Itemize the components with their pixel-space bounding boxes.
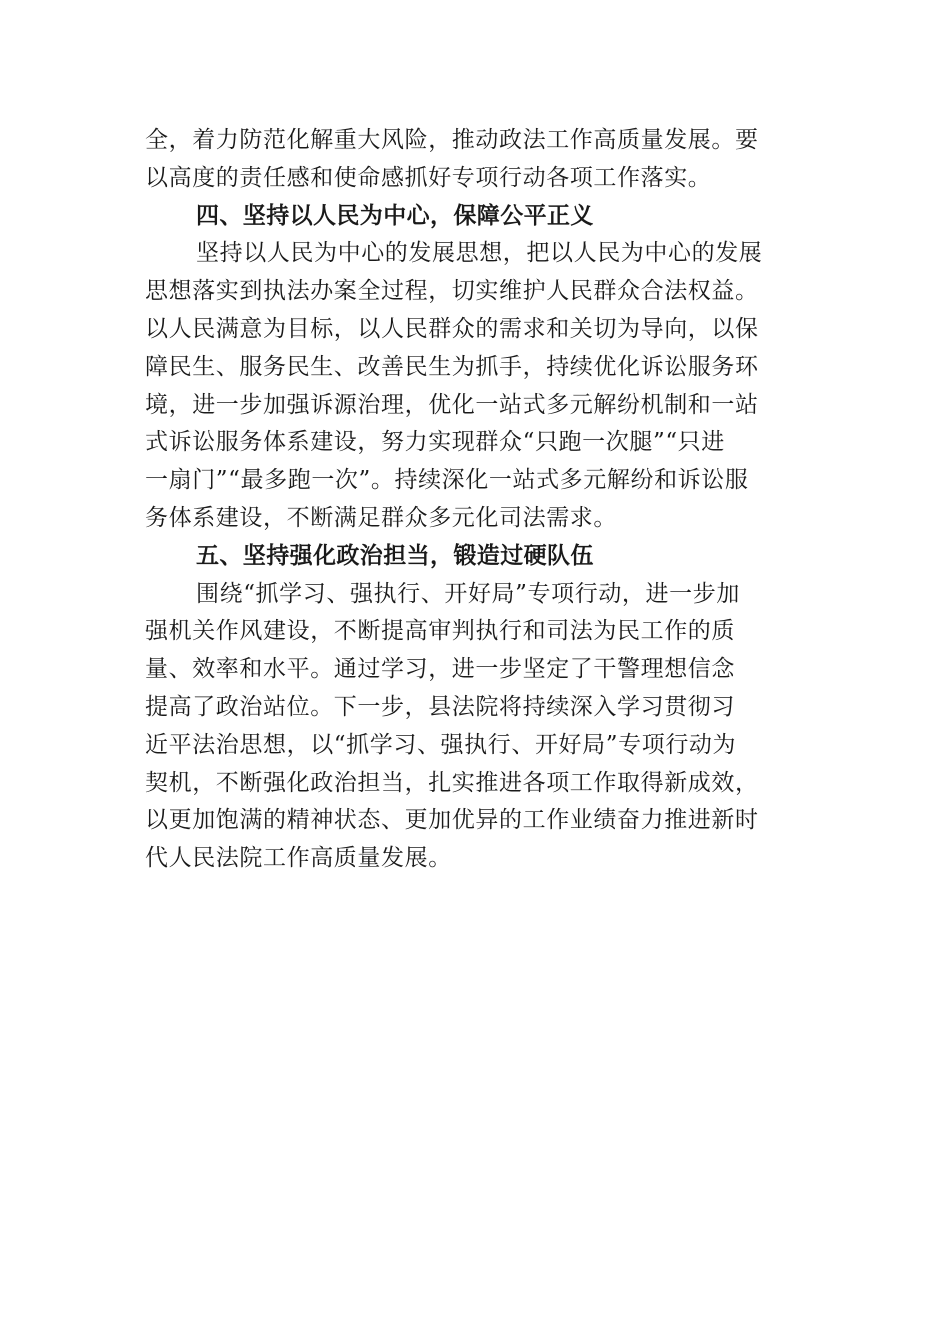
text-line: 坚持以人民为中心的发展思想，把以人民为中心的发展 — [196, 240, 763, 267]
text-line: 一扇门”“最多跑一次”。持续深化一站式多元解纷和诉讼服 — [145, 467, 749, 494]
text-line: 务体系建设，不断满足群众多元化司法需求。 — [145, 504, 617, 531]
text-line: 式诉讼服务体系建设，努力实现群众“只跑一次腿”“只进 — [145, 429, 725, 456]
text-line: 近平法治思想，以“抓学习、强执行、开好局”专项行动为 — [145, 731, 737, 758]
text-line: 量、效率和水平。通过学习，进一步坚定了干警理想信念 — [145, 656, 735, 683]
section-4 — [145, 198, 810, 538]
document-body — [145, 122, 810, 878]
text-line: 强机关作风建设，不断提高审判执行和司法为民工作的质 — [145, 618, 735, 645]
section-5-heading: 五、坚持强化政治担当，锻造过硬队伍 — [196, 542, 594, 569]
section-5 — [145, 538, 810, 878]
text-line: 契机，不断强化政治担当，扎实推进各项工作取得新成效， — [145, 769, 759, 796]
text-line: 以高度的责任感和使命感抓好专项行动各项工作落实。 — [145, 164, 712, 191]
text-line: 全，着力防范化解重大风险，推动政法工作高质量发展。要 — [145, 127, 759, 153]
text-line: 提高了政治站位。下一步，县法院将持续深入学习贯彻习 — [145, 693, 735, 720]
text-line: 障民生、服务民生、改善民生为抓手，持续优化诉讼服务环 — [145, 353, 759, 380]
text-line: 围绕“抓学习、强执行、开好局”专项行动，进一步加 — [196, 580, 740, 607]
section-4-heading: 四、坚持以人民为中心，保障公平正义 — [196, 202, 594, 229]
text-line: 境，进一步加强诉源治理，优化一站式多元解纷机制和一站 — [145, 391, 759, 418]
text-line: 以人民满意为目标，以人民群众的需求和关切为导向，以保 — [145, 315, 759, 342]
text-line: 思想落实到执法办案全过程，切实维护人民群众合法权益。 — [145, 278, 759, 305]
text-line: 以更加饱满的精神状态、更加优异的工作业绩奋力推进新时 — [145, 807, 759, 834]
text-line: 代人民法院工作高质量发展。 — [145, 845, 452, 872]
intro-paragraph — [145, 122, 810, 198]
